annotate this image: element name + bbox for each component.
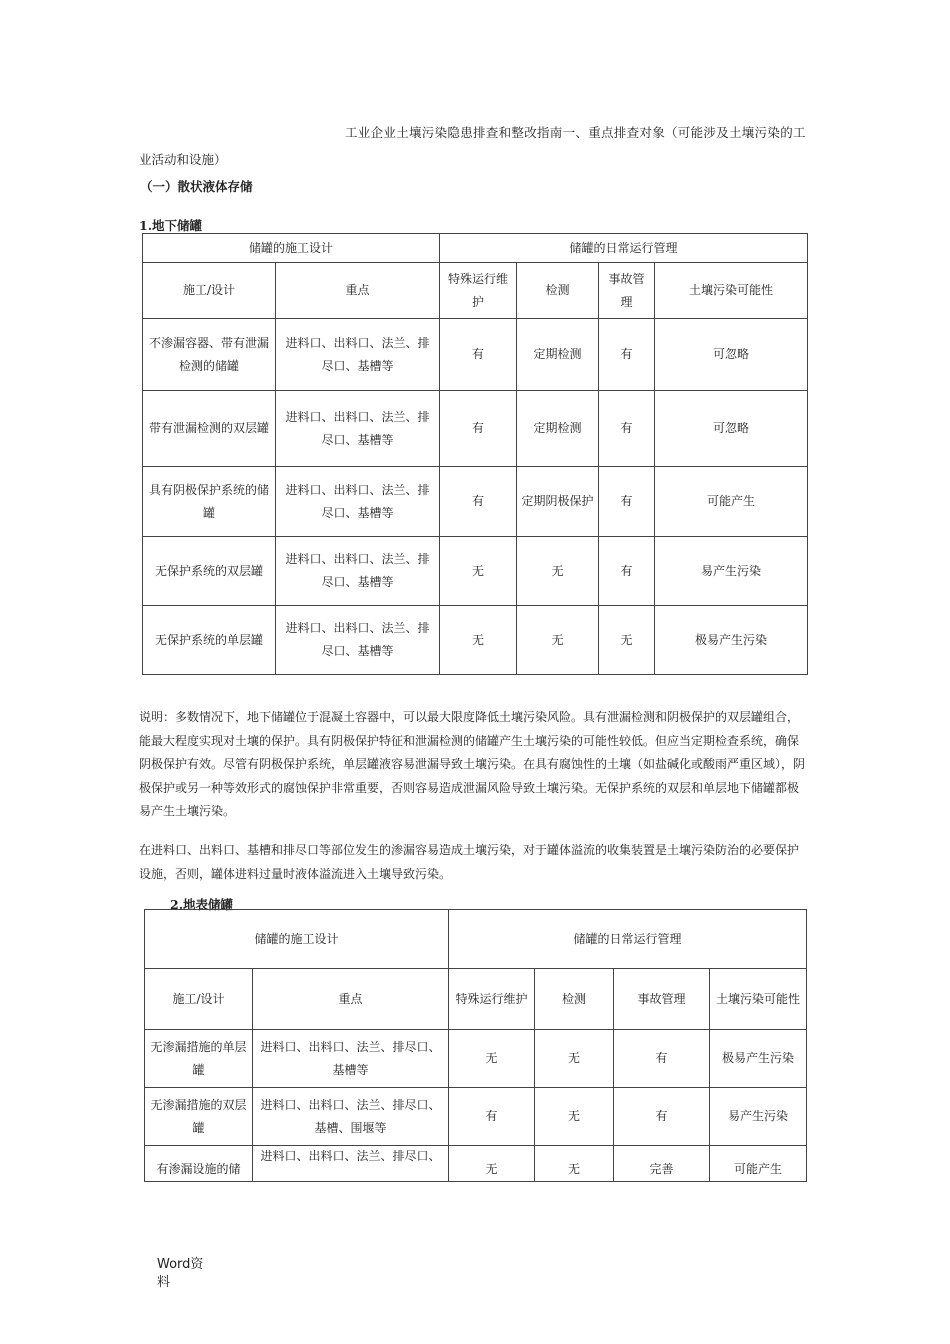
table-group-header: 储罐的施工设计 <box>145 910 449 969</box>
table-row <box>143 319 808 391</box>
footer-line: 料 <box>157 1275 171 1290</box>
table-cell: 无 <box>535 1030 614 1088</box>
table-column-header: 施工/设计 <box>143 263 276 319</box>
table-cell: 定期检测 <box>517 319 599 391</box>
table-cell: 可忽略 <box>655 319 808 391</box>
table-cell: 无 <box>440 606 517 675</box>
table-cell: 有渗漏设施的储 <box>145 1146 253 1182</box>
table-column-header: 检测 <box>535 969 614 1030</box>
table-row <box>143 391 808 467</box>
table-cell: 极易产生污染 <box>655 606 808 675</box>
table-column-header: 施工/设计 <box>145 969 253 1030</box>
document-title-line1: 工业企业土壤污染隐患排查和整改指南一、重点排查对象（可能涉及土壤污染的工 <box>345 125 806 140</box>
footer-line: Word资 <box>157 1257 204 1272</box>
table-cell: 可能产生 <box>655 467 808 537</box>
table-cell: 进料口、出料口、法兰、排尽口、基槽等 <box>253 1030 449 1088</box>
table-cell: 进料口、出料口、法兰、排尽口、基槽等 <box>276 537 440 606</box>
table-cell: 有 <box>449 1088 535 1146</box>
table-cell: 有 <box>440 319 517 391</box>
subsection-heading-surface-tank: 2.地表储罐 <box>170 897 234 912</box>
table-cell: 极易产生污染 <box>710 1030 807 1088</box>
footer-watermark <box>157 1256 203 1292</box>
table-cell: 无 <box>449 1030 535 1088</box>
table-row <box>143 467 808 537</box>
table-cell: 无 <box>535 1146 614 1182</box>
table-row <box>145 1088 807 1146</box>
table-column-header: 重点 <box>276 263 440 319</box>
table-cell: 有 <box>440 467 517 537</box>
table-cell: 无渗漏措施的双层罐 <box>145 1088 253 1146</box>
subsection-heading-underground-tank: 1.地下储罐 <box>139 218 203 233</box>
table-column-header: 特殊运行维护 <box>440 263 517 319</box>
table-group-header: 储罐的日常运行管理 <box>449 910 807 969</box>
table-column-header: 特殊运行维护 <box>449 969 535 1030</box>
table-column-header: 土壤污染可能性 <box>655 263 808 319</box>
table-cell: 进料口、出料口、法兰、排尽口、基槽、围堰等 <box>253 1088 449 1146</box>
table-cell: 无 <box>535 1088 614 1146</box>
table-cell: 有 <box>614 1088 710 1146</box>
table-cell: 进料口、出料口、法兰、排尽口、基槽等 <box>276 391 440 467</box>
table-cell: 有 <box>599 391 655 467</box>
table-column-header: 检测 <box>517 263 599 319</box>
table-row <box>145 1146 807 1182</box>
table-cell: 无 <box>440 537 517 606</box>
table-cell: 有 <box>599 467 655 537</box>
table-cell: 有 <box>599 319 655 391</box>
table-cell: 进料口、出料口、法兰、排尽口、基槽等 <box>276 319 440 391</box>
table-column-header: 土壤污染可能性 <box>710 969 807 1030</box>
table-cell: 有 <box>440 391 517 467</box>
table-group-header: 储罐的日常运行管理 <box>440 234 808 263</box>
section-heading: （一）散状液体存储 <box>140 179 253 194</box>
table-cell: 易产生污染 <box>710 1088 807 1146</box>
table-cell: 不渗漏容器、带有泄漏检测的储罐 <box>143 319 276 391</box>
table-cell: 无 <box>449 1146 535 1182</box>
table-cell: 可能产生 <box>710 1146 807 1182</box>
table-column-header: 事故管理 <box>599 263 655 319</box>
table-cell: 易产生污染 <box>655 537 808 606</box>
table-row <box>143 537 808 606</box>
table-cell: 无渗漏措施的单层罐 <box>145 1030 253 1088</box>
table-cell: 可忽略 <box>655 391 808 467</box>
table-cell: 定期检测 <box>517 391 599 467</box>
explanation-paragraph: 说明：多数情况下，地下储罐位于混凝土容器中，可以最大限度降低土壤污染风险。具有泄漏检测和阴极保护的双层罐组合，能最大程度实现对土壤的保护。具有阴极保护特征和泄漏检测的储罐产生土壤污染的可能性较低。但应当定期检查系统，确保阴极保护有效。尽管有阴极保护系统，单层罐液容易泄漏导致土壤污染。在具有腐蚀性的土壤（如盐碱化或酸雨严重区域），阴极保护或另一种等效形式的腐蚀保护非常重要，否则容易造成泄漏风险导致土壤污染。无保护系统的双层和单层地下储罐都极易产生土壤污染。 <box>139 710 806 818</box>
table-cell: 具有阴极保护系统的储罐 <box>143 467 276 537</box>
surface-tank-table <box>144 909 807 1182</box>
table-group-header: 储罐的施工设计 <box>143 234 440 263</box>
table-cell: 带有泄漏检测的双层罐 <box>143 391 276 467</box>
table-cell: 进料口、出料口、法兰、排尽口、基槽等 <box>276 606 440 675</box>
table-cell: 定期阴极保护 <box>517 467 599 537</box>
table-row <box>145 1030 807 1088</box>
table-cell: 无保护系统的单层罐 <box>143 606 276 675</box>
table-cell: 无 <box>599 606 655 675</box>
underground-tank-table <box>142 233 808 675</box>
table-cell: 有 <box>599 537 655 606</box>
table-cell: 无保护系统的双层罐 <box>143 537 276 606</box>
table-cell: 无 <box>517 537 599 606</box>
body-paragraph: 在进料口、出料口、基槽和排尽口等部位发生的渗漏容易造成土壤污染，对于罐体溢流的收集装置是土壤污染防治的必要保护设施，否则，罐体进料过量时液体溢流进入土壤导致污染。 <box>139 843 800 881</box>
table-row <box>143 606 808 675</box>
table-column-header: 重点 <box>253 969 449 1030</box>
document-title-line2: 业活动和设施） <box>139 152 227 167</box>
table-cell: 进料口、出料口、法兰、排尽口、基槽等 <box>276 467 440 537</box>
table-cell: 完善 <box>614 1146 710 1182</box>
table-column-header: 事故管理 <box>614 969 710 1030</box>
table-cell: 有 <box>614 1030 710 1088</box>
table-cell: 进料口、出料口、法兰、排尽口、 <box>253 1146 449 1182</box>
table-cell: 无 <box>517 606 599 675</box>
